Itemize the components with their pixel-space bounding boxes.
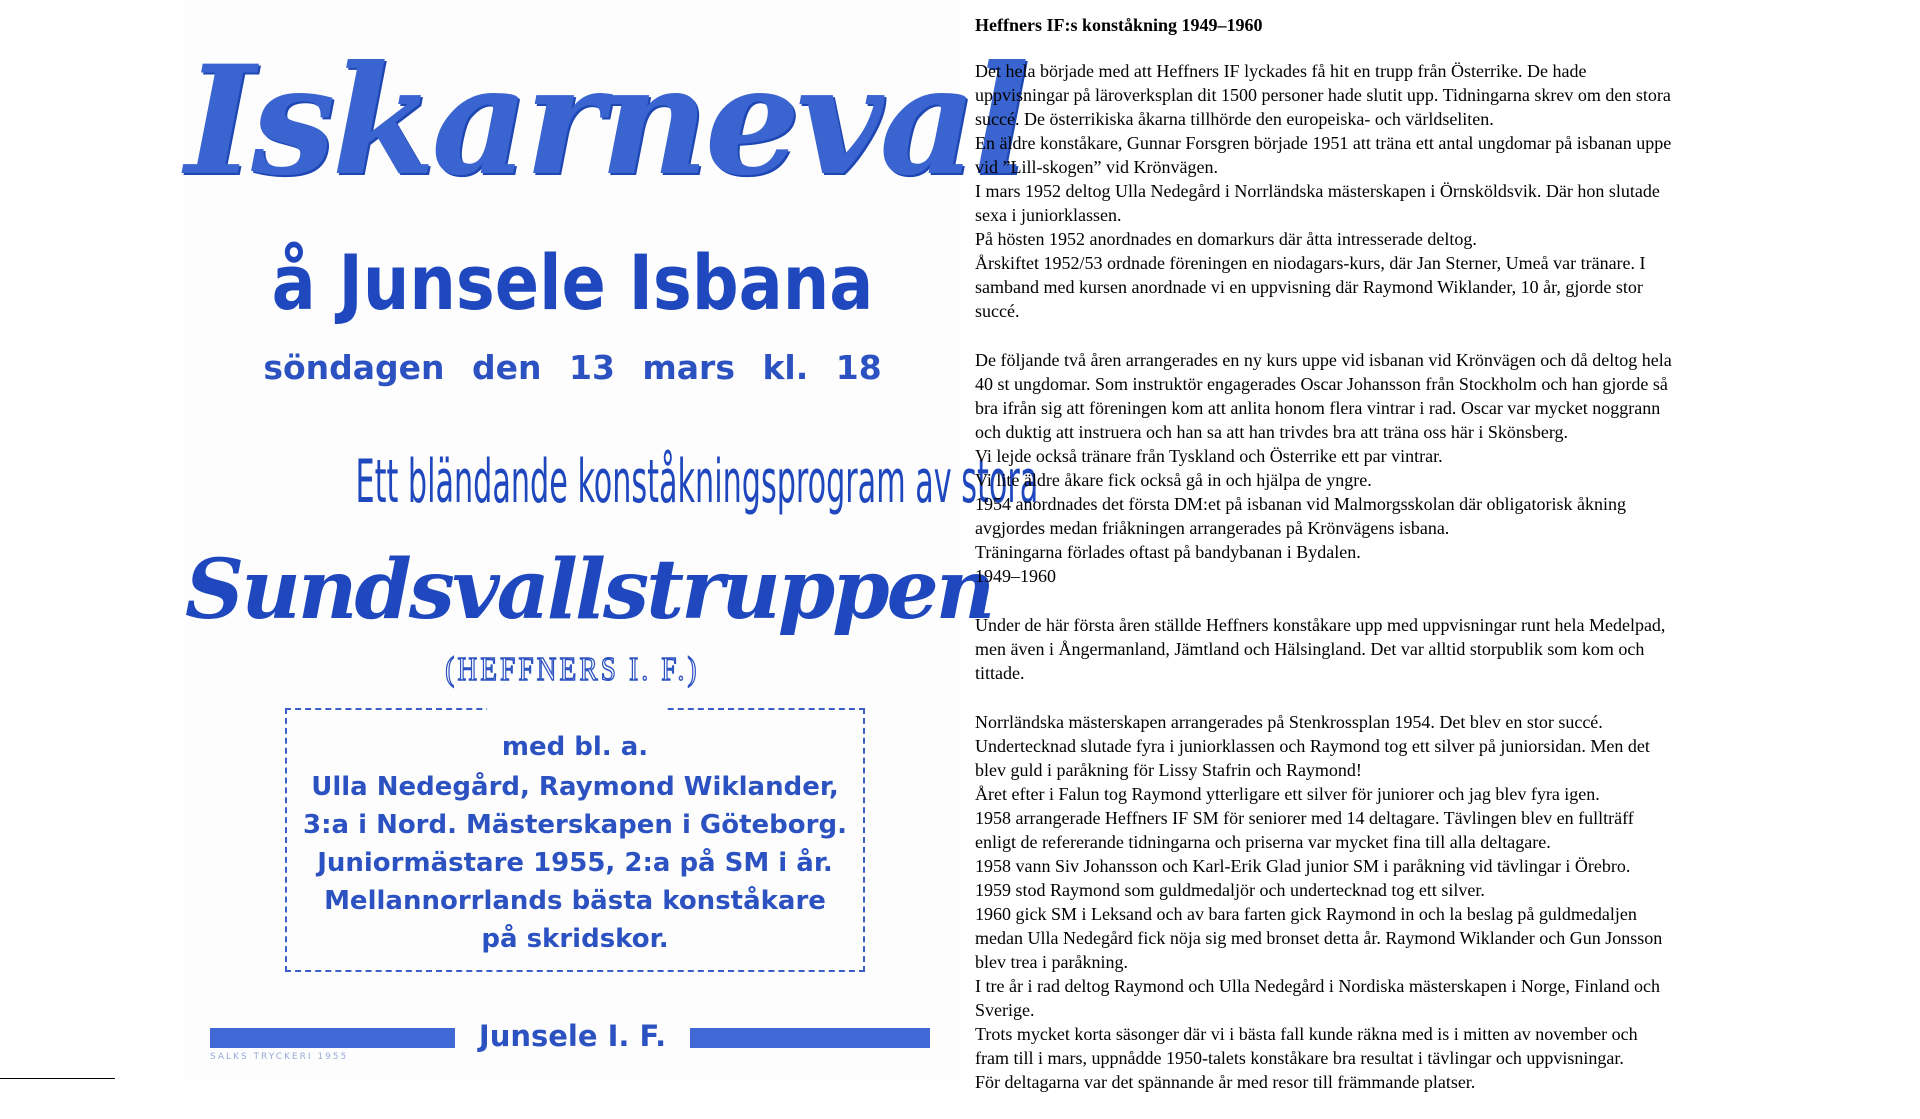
article-line: Norrländska mästerskapen arrangerades på Stenkrossplan 1954. Det blev en stor succé.	[975, 712, 1603, 732]
article-line: 1958 arrangerade Heffners IF SM för seniorer med 14 deltagare. Tävlingen blev en fullträff	[975, 808, 1634, 828]
box-border-gap	[487, 704, 667, 714]
poster-date: söndagen den 13 mars kl. 18	[263, 348, 882, 387]
article-line: Under de här första åren ställde Heffners konståkare upp med uppvisningar runt hela Medelpad,	[975, 615, 1666, 635]
article-line: succé.	[975, 301, 1020, 321]
poster-info-line: med bl. a.	[501, 732, 649, 762]
article	[975, 10, 1790, 1119]
article-line: Året efter i Falun tog Raymond ytterligare ett silver för juniorer och jag blev fyra igen.	[975, 784, 1600, 804]
poster-venue: å Junsele Isbana	[271, 238, 874, 327]
poster-info-lines	[287, 728, 863, 958]
poster-info-line: Mellannorrlands bästa konståkare	[324, 886, 826, 916]
article-line: 40 st ungdomar. Som instruktör engagerades Oscar Johansson från Stockholm och han gjorde så	[975, 374, 1668, 394]
article-title: Heffners IF:s konståkning 1949–1960	[975, 15, 1263, 35]
article-line: De följande två åren arrangerades en ny kurs uppe vid isbanan vid Krönvägen och då deltog hela	[975, 350, 1672, 370]
article-line: men även i Ångermanland, Jämtland och Hälsingland. Det var alltid storpublik som kom och	[975, 639, 1645, 659]
article-line: Vi lejde också tränare från Tyskland och Österrike ett par vintrar.	[975, 446, 1443, 466]
article-line: enligt de refererande tidningarna och priserna var mycket fina till alla deltagare.	[975, 832, 1551, 852]
article-line: I mars 1952 deltog Ulla Nedegård i Norrländska mästerskapen i Örnsköldsvik. Där hon slutade	[975, 181, 1660, 201]
article-line: sexa i juniorklassen.	[975, 205, 1122, 225]
poster-info-line: Juniormästare 1955, 2:a på SM i år.	[317, 848, 833, 878]
article-paragraph	[975, 613, 1790, 685]
article-line: blev trea i paråkning.	[975, 952, 1128, 972]
article-paragraph	[975, 710, 1790, 1094]
article-line: I tre år i rad deltog Raymond och Ulla Nedegård i Nordiska mästerskapen i Norge, Finland och	[975, 976, 1660, 996]
article-line: 1959 stod Raymond som guldmedaljör och undertecknad tog ett silver.	[975, 880, 1485, 900]
poster-club: (HEFFNERS I. F.)	[445, 651, 700, 688]
article-line: och duktig att instruera och han sa att han trivdes bra att träna oss här i Skönsberg.	[975, 422, 1569, 442]
article-line: Det hela började med att Heffners IF lyckades få hit en trupp från Österrike. De hade	[975, 61, 1587, 81]
article-line: avgjordes medan friåkningen arrangerades på Krönvägens isbana.	[975, 518, 1450, 538]
article-line: vid ”Lill-skogen” vid Krönvägen.	[975, 157, 1218, 177]
poster-troupe: Sundsvallstruppen	[185, 542, 993, 638]
poster-info-line: Ulla Nedegård, Raymond Wiklander,	[311, 772, 839, 802]
poster-info-line: 3:a i Nord. Mästerskapen i Göteborg.	[303, 810, 847, 840]
article-line: 1954 anordnades det första DM:et på isbanan vid Malmorgsskolan där obligatorisk åkning	[975, 494, 1627, 514]
article-paragraph	[975, 59, 1790, 323]
article-line: succé. De österrikiska åkarna tillhörde den europeiska- och världseliten.	[975, 109, 1494, 129]
article-line: På hösten 1952 anordnades en domarkurs där åtta intresserade deltog.	[975, 229, 1477, 249]
article-line: samband med kursen anordnade vi en uppvisning där Raymond Wiklander, 10 år, gjorde stor	[975, 277, 1643, 297]
article-line: Vi lite äldre åkare fick också gå in och hjälpa de yngre.	[975, 470, 1372, 490]
article-line: Sverige.	[975, 1000, 1035, 1020]
article-line: 1960 gick SM i Leksand och av bara farten gick Raymond in och la beslag på guldmedaljen	[975, 904, 1637, 924]
divider	[0, 1078, 115, 1079]
poster-info-box	[285, 708, 865, 972]
article-line: medan Ulla Nedegård fick nöja sig med bronset detta år. Raymond Wiklander och Gun Jonsson	[975, 928, 1663, 948]
article-line: För deltagarna var det spännande år med resor till främmande platser.	[975, 1072, 1476, 1092]
poster-footer-bar-right	[690, 1028, 930, 1048]
article-line: 1949–1960	[975, 566, 1056, 586]
article-line: 1958 vann Siv Johansson och Karl-Erik Glad junior SM i paråkning vid tävlingar i Örebro.	[975, 856, 1631, 876]
article-line: Träningarna förlades oftast på bandybanan i Bydalen.	[975, 542, 1361, 562]
article-line: fram till i mars, uppnådde 1950-talets konståkare bra resultat i tävlingar och uppvisningar.	[975, 1048, 1624, 1068]
article-line: Undertecknad slutade fyra i juniorklassen och Raymond tog ett silver på juniorsidan. Men det	[975, 736, 1650, 756]
article-line: Trots mycket korta säsonger där vi i bästa fall kunde räkna med is i mitten av november och	[975, 1024, 1638, 1044]
poster-title: Iskarneval	[185, 33, 1026, 209]
article-line: En äldre konståkare, Gunnar Forsgren började 1951 att träna ett antal ungdomar på isbanan uppe	[975, 133, 1672, 153]
article-line: Årskiftet 1952/53 ordnade föreningen en niodagars-kurs, där Jan Sterner, Umeå var tränare. I	[975, 253, 1646, 273]
poster-footer: Junsele I. F.	[478, 1019, 667, 1053]
article-line: uppvisningar på läroverksplan dit 1500 personer hade slutit upp. Tidningarna skrev om den stora	[975, 85, 1671, 105]
article-line: tittade.	[975, 663, 1025, 683]
article-line: bra ifrån sig att föreningen kom att anlita honom flera vintrar i rad. Oscar var mycket noggrann	[975, 398, 1661, 418]
article-line: blev guld i paråkning för Lissy Stafrin och Raymond!	[975, 760, 1362, 780]
poster-program: Ett bländande konståkningsprogram av stora	[355, 447, 1039, 517]
article-body	[975, 59, 1790, 1094]
poster-printer-imprint: SALKS TRYCKERI 1955	[210, 1052, 349, 1062]
poster-footer-bar-left	[210, 1028, 455, 1048]
poster-info-line: på skridskor.	[481, 924, 669, 954]
article-paragraph	[975, 348, 1790, 588]
